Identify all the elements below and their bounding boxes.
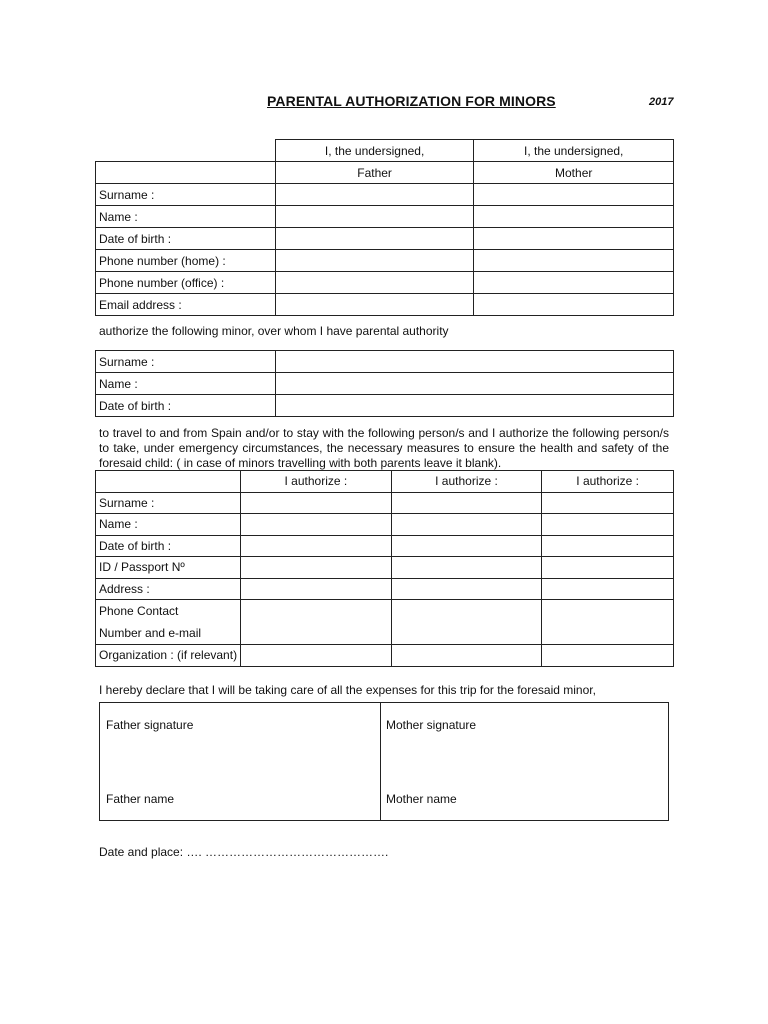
father-phone-home-field[interactable] [275, 250, 474, 272]
person2-organization-field[interactable] [391, 645, 542, 667]
person2-contact-field[interactable] [391, 600, 542, 645]
person3-header: I authorize : [542, 471, 674, 493]
authorized-persons-table [95, 470, 674, 667]
father-signature-label: Father signature [106, 718, 194, 732]
person2-address-field[interactable] [391, 578, 542, 600]
mother-dob-field[interactable] [474, 228, 674, 250]
person1-name-field[interactable] [241, 514, 392, 536]
page-title: PARENTAL AUTHORIZATION FOR MINORS [267, 93, 556, 109]
father-name-field[interactable] [275, 206, 474, 228]
person1-header: I authorize : [241, 471, 392, 493]
empty-cell [96, 140, 276, 162]
father-header: Father [275, 162, 474, 184]
mother-email-field[interactable] [474, 294, 674, 316]
mother-name-label: Mother name [386, 792, 457, 806]
father-surname-field[interactable] [275, 184, 474, 206]
row-label-dob: Date of birth : [96, 228, 276, 250]
minor-surname-field[interactable] [275, 351, 673, 373]
table-row [96, 184, 674, 206]
minor-table [95, 350, 674, 417]
table-row [96, 272, 674, 294]
father-email-field[interactable] [275, 294, 474, 316]
row-label-phone-office: Phone number (office) : [96, 272, 276, 294]
contact-label-line2: Number and e-mail [99, 626, 202, 640]
father-phone-office-field[interactable] [275, 272, 474, 294]
table-row [96, 294, 674, 316]
mother-signature-label: Mother signature [386, 718, 477, 732]
row-label-surname: Surname : [96, 351, 276, 373]
father-signature-area[interactable] [100, 735, 379, 787]
mother-phone-office-field[interactable] [474, 272, 674, 294]
row-label-address: Address : [96, 578, 241, 600]
table-row [96, 395, 674, 417]
row-label-name: Name : [96, 206, 276, 228]
table-row [96, 645, 674, 667]
date-and-place-field[interactable]: Date and place: …. ………………………………………. [99, 845, 389, 859]
table-row [96, 206, 674, 228]
person2-surname-field[interactable] [391, 492, 542, 514]
mother-signature-area[interactable] [382, 735, 668, 787]
row-label-dob: Date of birth : [96, 395, 276, 417]
empty-cell [96, 162, 276, 184]
expenses-declaration: I hereby declare that I will be taking care of all the expenses for this trip for the foresaid minor, [99, 683, 596, 697]
row-label-dob: Date of birth : [96, 535, 241, 557]
table-row [96, 228, 674, 250]
table-row [96, 600, 674, 645]
person3-passport-field[interactable] [542, 557, 674, 579]
table-row [96, 535, 674, 557]
table-row [96, 140, 674, 162]
person3-address-field[interactable] [542, 578, 674, 600]
row-label-phone-home: Phone number (home) : [96, 250, 276, 272]
row-label-contact [96, 600, 241, 645]
document-year: 2017 [649, 96, 674, 108]
mother-header-undersigned: I, the undersigned, [474, 140, 674, 162]
row-label-surname: Surname : [96, 492, 241, 514]
table-row [96, 471, 674, 493]
table-row [96, 514, 674, 536]
row-label-surname: Surname : [96, 184, 276, 206]
table-row [96, 162, 674, 184]
authorize-statement: authorize the following minor, over whom I have parental authority [99, 324, 449, 338]
father-dob-field[interactable] [275, 228, 474, 250]
signature-divider [380, 702, 381, 821]
minor-dob-field[interactable] [275, 395, 673, 417]
person2-dob-field[interactable] [391, 535, 542, 557]
table-row [96, 557, 674, 579]
empty-cell [96, 471, 241, 493]
row-label-email: Email address : [96, 294, 276, 316]
mother-name-field[interactable] [474, 206, 674, 228]
travel-statement: to travel to and from Spain and/or to stay with the following person/s and I authorize the following person/s to take, under emergency circumstances, the necessary measures to ensure the health and safety of the foresaid child: ( in case of minors travelling with both parents leave it blank). [99, 426, 669, 470]
person3-surname-field[interactable] [542, 492, 674, 514]
person2-header: I authorize : [391, 471, 542, 493]
contact-label-line1: Phone Contact [99, 604, 179, 618]
mother-phone-home-field[interactable] [474, 250, 674, 272]
parents-table [95, 139, 674, 316]
person1-passport-field[interactable] [241, 557, 392, 579]
person1-organization-field[interactable] [241, 645, 392, 667]
person3-organization-field[interactable] [542, 645, 674, 667]
minor-name-field[interactable] [275, 373, 673, 395]
row-label-name: Name : [96, 514, 241, 536]
row-label-name: Name : [96, 373, 276, 395]
person1-dob-field[interactable] [241, 535, 392, 557]
row-label-organization: Organization : (if relevant) [96, 645, 241, 667]
table-row [96, 492, 674, 514]
person1-surname-field[interactable] [241, 492, 392, 514]
person2-passport-field[interactable] [391, 557, 542, 579]
father-name-label: Father name [106, 792, 175, 806]
person3-contact-field[interactable] [542, 600, 674, 645]
person3-dob-field[interactable] [542, 535, 674, 557]
table-row [96, 351, 674, 373]
person2-name-field[interactable] [391, 514, 542, 536]
father-header-undersigned: I, the undersigned, [275, 140, 474, 162]
person1-address-field[interactable] [241, 578, 392, 600]
table-row [96, 373, 674, 395]
row-label-passport: ID / Passport Nº [96, 557, 241, 579]
table-row [96, 250, 674, 272]
person3-name-field[interactable] [542, 514, 674, 536]
table-row [96, 578, 674, 600]
mother-surname-field[interactable] [474, 184, 674, 206]
mother-header: Mother [474, 162, 674, 184]
person1-contact-field[interactable] [241, 600, 392, 645]
